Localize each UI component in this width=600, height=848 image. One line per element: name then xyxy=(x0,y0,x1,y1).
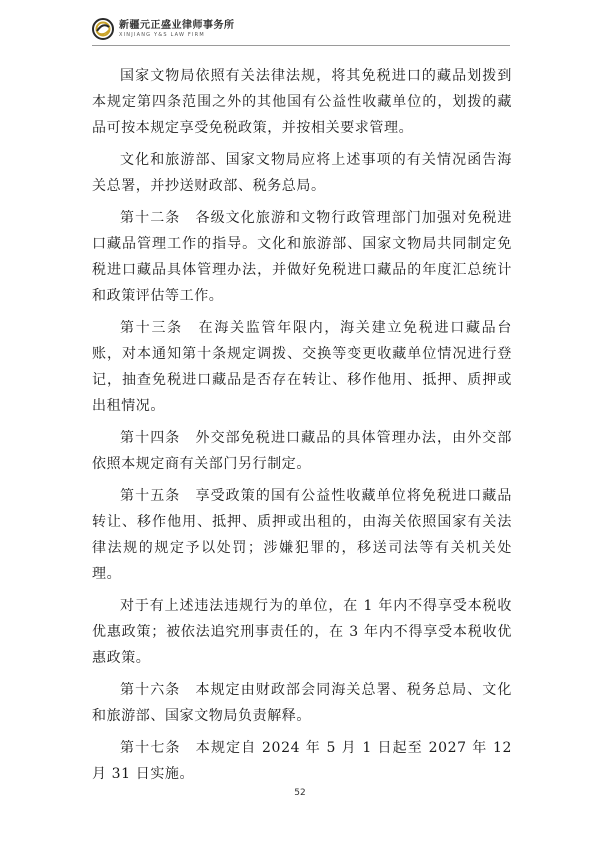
firm-name-cn: 新疆元正盛业律师事务所 xyxy=(119,19,235,31)
article-12: 第十二条 各级文化旅游和文物行政管理部门加强对免税进口藏品管理工作的指导。文化和旅游部、国家文物局共同制定免税进口藏品具体管理办法，并做好免税进口藏品的年度汇总统计和政策评估等工作。 xyxy=(92,210,512,304)
firm-brand xyxy=(119,21,235,38)
page-number: 52 xyxy=(294,788,306,798)
article-17: 第十七条 本规定自 2024 年 5 月 1 日起至 2027 年 12 月 31 日实施。 xyxy=(92,740,512,782)
firm-name-en: XINJIANG Y&S LAW FIRM xyxy=(119,31,205,38)
firm-logo-icon xyxy=(92,18,114,40)
header-divider xyxy=(92,45,510,46)
article-14: 第十四条 外交部免税进口藏品的具体管理办法，由外交部依照本规定商有关部门另行制定。 xyxy=(92,430,512,472)
article-16: 第十六条 本规定由财政部会同海关总署、税务总局、文化和旅游部、国家文物局负责解释。 xyxy=(92,682,512,724)
paragraph: 文化和旅游部、国家文物局应将上述事项的有关情况函告海关总署，并抄送财政部、税务总局。 xyxy=(92,152,512,194)
document-header xyxy=(92,18,235,40)
article-13: 第十三条 在海关监管年限内，海关建立免税进口藏品台账，对本通知第十条规定调拨、交换等变更收藏单位情况进行登记，抽查免税进口藏品是否存在转让、移作他用、抵押、质押或出租情况。 xyxy=(92,320,512,414)
paragraph: 国家文物局依照有关法律法规，将其免税进口的藏品划拨到本规定第四条范围之外的其他国有公益性收藏单位的，划拨的藏品可按本规定享受免税政策，并按相关要求管理。 xyxy=(92,68,512,136)
paragraph: 对于有上述违法违规行为的单位，在 1 年内不得享受本税收优惠政策；被依法追究刑事责任的，在 3 年内不得享受本税收优惠政策。 xyxy=(92,598,512,666)
article-15: 第十五条 享受政策的国有公益性收藏单位将免税进口藏品转让、移作他用、抵押、质押或出租的，由海关依照国家有关法律法规的规定予以处罚；涉嫌犯罪的，移送司法等有关机关处理。 xyxy=(92,488,512,582)
document-body xyxy=(92,63,512,793)
